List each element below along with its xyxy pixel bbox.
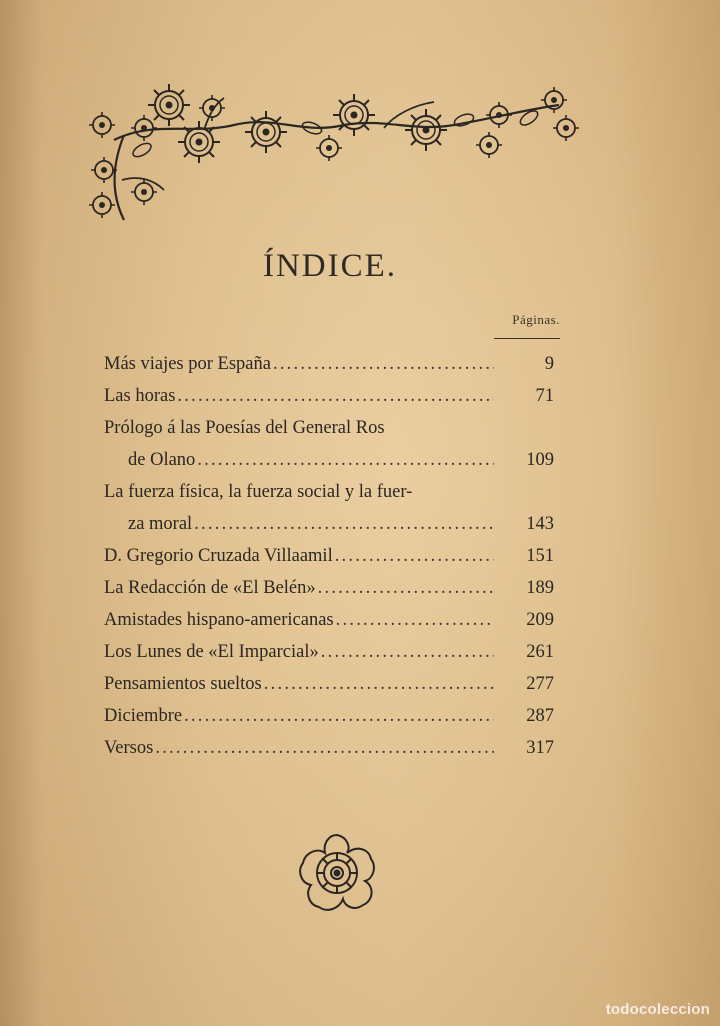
toc-entry[interactable] [104,412,554,444]
toc-entry[interactable] [104,540,554,572]
toc-entry-label: La Redacción de «El Belén» [104,578,316,598]
toc-entry[interactable] [104,636,554,668]
dot-leader [264,668,494,700]
toc-entry[interactable] [104,668,554,700]
dot-leader [321,636,494,668]
page-title: ÍNDICE. [262,248,398,284]
table-of-contents [104,348,554,764]
toc-entry-page: 277 [526,674,554,694]
toc-entry-label: Pensamientos sueltos [104,674,262,694]
dot-leader [184,700,494,732]
toc-entry[interactable] [104,732,554,764]
toc-entry-label: Las horas [104,386,176,406]
toc-entry[interactable] [104,380,554,412]
floral-vine-ornament-icon [84,80,584,240]
watermark: todocoleccion [605,1001,710,1018]
toc-entry-continuation-label: za moral [128,514,193,534]
dot-leader [318,572,494,604]
toc-entry-label: La fuerza física, la fuerza social y la fuer- [104,482,413,502]
toc-entry[interactable] [104,572,554,604]
toc-entry-label: Diciembre [104,706,183,726]
pages-column-header: Páginas. [512,312,560,327]
toc-entry-page: 71 [535,386,554,406]
toc-entry-label: Versos [104,738,154,758]
dot-leader [177,380,494,412]
toc-entry-page: 287 [526,706,554,726]
toc-entry-page: 109 [526,450,554,470]
toc-entry-page: 143 [526,514,554,534]
toc-entry-page: 9 [544,354,554,374]
toc-entry[interactable] [104,700,554,732]
toc-entry-label: Los Lunes de «El Imparcial» [104,642,319,662]
toc-entry-page: 261 [526,642,554,662]
toc-entry[interactable] [104,476,554,508]
rosette-ornament-icon [292,828,382,918]
header-rule [494,338,560,339]
toc-entry-label: D. Gregorio Cruzada Villaamil [104,546,333,566]
toc-entry-page: 189 [526,578,554,598]
toc-entry-continuation[interactable] [104,444,554,476]
toc-entry[interactable] [104,604,554,636]
toc-entry-page: 151 [526,546,554,566]
toc-entry-label: Más viajes por España [104,354,271,374]
dot-leader [273,348,494,380]
dot-leader [335,540,494,572]
toc-entry-label: Prólogo á las Poesías del General Ros [104,418,385,438]
dot-leader [194,508,494,540]
dot-leader [197,444,494,476]
toc-entry-label: Amistades hispano-americanas [104,610,334,630]
toc-entry-continuation-label: de Olano [128,450,196,470]
toc-entry-page: 317 [526,738,554,758]
dot-leader [155,732,494,764]
dot-leader [336,604,494,636]
toc-entry-continuation[interactable] [104,508,554,540]
toc-entry[interactable] [104,348,554,380]
toc-entry-page: 209 [526,610,554,630]
